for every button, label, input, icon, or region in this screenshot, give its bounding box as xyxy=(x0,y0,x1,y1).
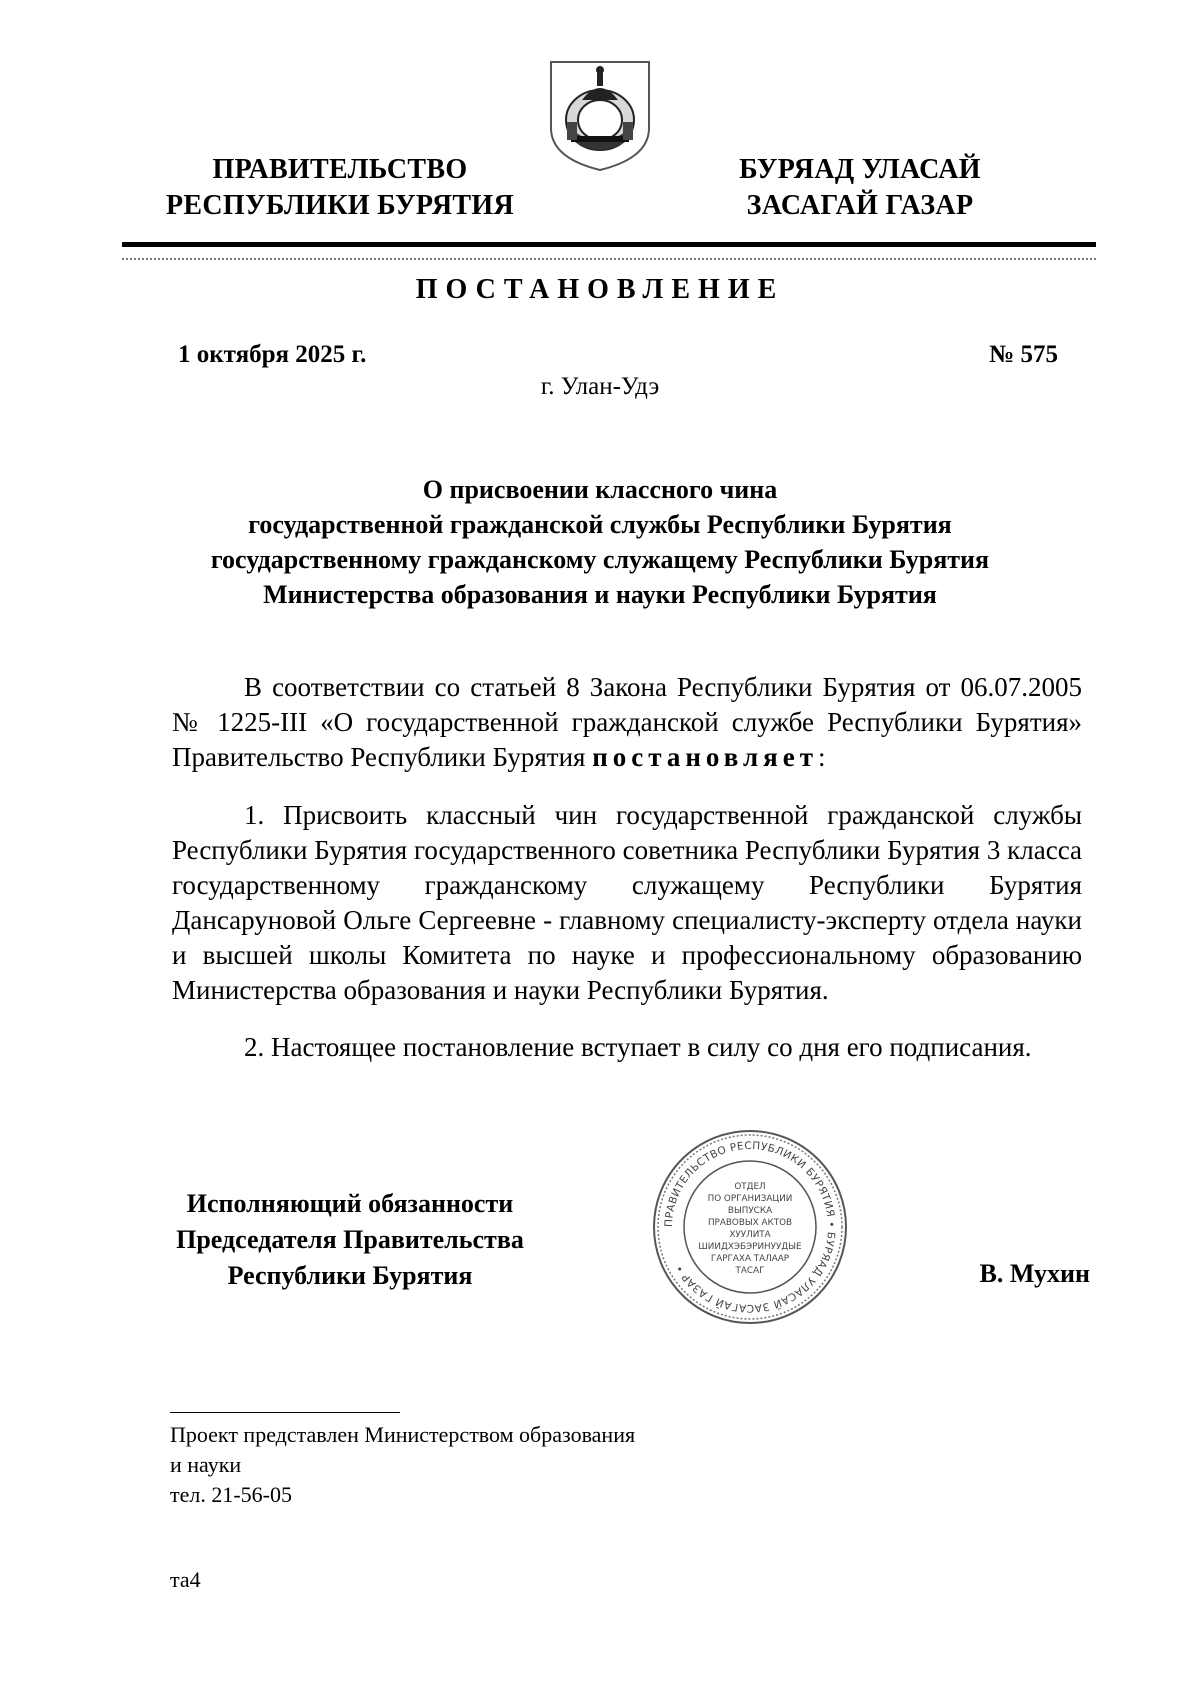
stamp-outer-text: ПРАВИТЕЛЬСТВО РЕСПУБЛИКИ БУРЯТИЯ • БУРЯАД УЛАСАЙ ЗАСАГАЙ ГАЗАР • xyxy=(662,1139,838,1315)
executor-initials: та4 xyxy=(170,1567,201,1592)
subject-line2: государственной гражданской службы Республики Бурятия xyxy=(248,510,952,539)
subject-line3: государственному гражданскому служащему Республики Бурятия xyxy=(210,545,990,574)
header-left-line2: РЕСПУБЛИКИ БУРЯТИЯ xyxy=(166,190,514,221)
position-line2: Председателя Правительства xyxy=(176,1225,524,1254)
coat-of-arms-icon xyxy=(547,58,653,174)
item-1-paragraph xyxy=(172,798,1082,1008)
stamp-line-6: ШИИДХЭБЭРИНУУДЫЕ xyxy=(698,1242,802,1252)
preamble-paragraph xyxy=(172,670,1082,775)
stamp-line-7: ГАРГАХА ТАЛААР xyxy=(710,1254,790,1264)
position-line3: Республики Бурятия xyxy=(227,1261,473,1290)
document-number: № 575 xyxy=(989,341,1058,368)
document-subject xyxy=(150,472,1050,612)
document-city: г. Улан-Удэ xyxy=(540,373,660,400)
signatory-name: В. Мухин xyxy=(979,1259,1090,1288)
document-type-title: ПОСТАНОВЛЕНИЕ xyxy=(415,274,785,305)
footer-line2: и науки xyxy=(170,1452,242,1477)
item-2-paragraph xyxy=(172,1030,1082,1065)
stamp-line-4: ПРАВОВЫХ АКТОВ xyxy=(707,1218,793,1228)
subject-line4: Министерства образования и науки Республики Бурятия xyxy=(263,580,937,609)
footer-line1: Проект представлен Министерством образования xyxy=(170,1422,636,1447)
header-right-line2: ЗАСАГАЙ ГАЗАР xyxy=(746,190,974,221)
position-line1: Исполняющий обязанности xyxy=(186,1189,514,1218)
item-1-text: 1. Присвоить классный чин государственной гражданской службы Республики Бурятия государственного советника Республики Бурятия 3 класса государственному гражданскому служащему Республики Бурятия Дансаруновой Ольге Сергеевне - главному специалисту-эксперту отдела науки и высшей школы Комитета по науке и профессиональному образованию Министерства образования и науки Республики Бурятия. xyxy=(172,800,1082,1005)
stamp-line-8: ТАСАГ xyxy=(735,1266,765,1276)
resolves-word: постановляет xyxy=(592,742,818,772)
item-2-text: 2. Настоящее постановление вступает в силу со дня его подписания. xyxy=(244,1032,1032,1062)
footer-phone: тел. 21-56-05 xyxy=(170,1482,293,1507)
stamp-line-2: ПО ОРГАНИЗАЦИИ xyxy=(707,1194,793,1204)
official-stamp xyxy=(650,1127,850,1327)
header-left-line1: ПРАВИТЕЛЬСТВО xyxy=(212,154,468,185)
document-date: 1 октября 2025 г. xyxy=(178,341,367,368)
preamble-text: В соответствии со статьей 8 Закона Республики Бурятия от 06.07.2005 № 1225-III «О государственной гражданской службе Республики Бурятия» Правительство Республики Бурятия xyxy=(172,672,1082,772)
stamp-line-5: ХУУЛИТА xyxy=(729,1230,771,1240)
stamp-line-3: ВЫПУСКА xyxy=(727,1206,773,1216)
stamp-line-1: ОТДЕЛ xyxy=(734,1182,766,1192)
preamble-tail: : xyxy=(817,742,826,772)
header-divider xyxy=(122,242,1096,247)
header-right-line1: БУРЯАД УЛАСАЙ xyxy=(739,154,981,185)
subject-line1: О присвоении классного чина xyxy=(422,475,778,504)
header-divider-dotted xyxy=(122,258,1096,260)
signatory-position xyxy=(150,1186,550,1294)
footer-note xyxy=(170,1420,770,1510)
footer-divider xyxy=(170,1412,400,1413)
